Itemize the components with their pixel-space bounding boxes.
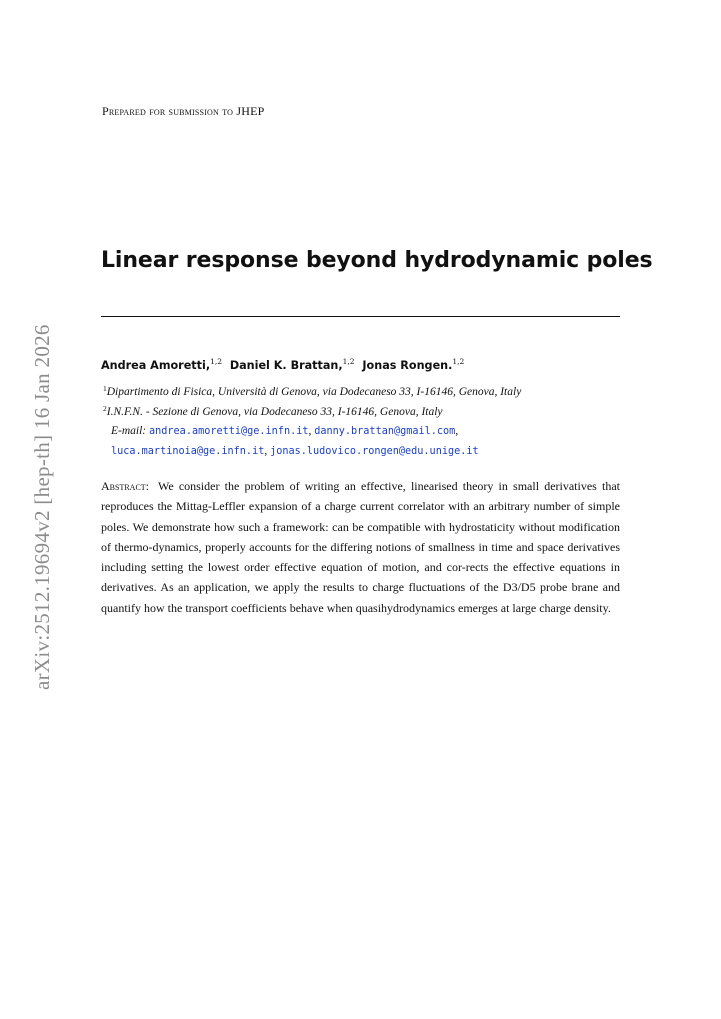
journal-submission-note: Prepared for submission to JHEP: [102, 104, 265, 118]
author-name: Daniel K. Brattan,: [229, 359, 343, 372]
arxiv-identifier-stamp: arXiv:2512.19694v2 [hep-th] 16 Jan 2026: [30, 324, 54, 690]
affiliation-text: Dipartimento di Fisica, Università di Genova, via Dodecaneso 33, I-16146, Genova, Italy: [106, 386, 522, 398]
affiliation-number: 1: [103, 384, 107, 393]
title-divider: [101, 316, 620, 317]
email-link[interactable]: jonas.ludovico.rongen@edu.unige.it: [270, 446, 479, 457]
author-list: [101, 357, 621, 372]
email-link[interactable]: danny.brattan@gmail.com: [314, 426, 456, 437]
affiliation-number: 2: [103, 404, 107, 413]
abstract: [101, 476, 620, 618]
email-line: luca.martinoia@ge.infn.it, jonas.ludovico.rongen@edu.unige.it: [111, 445, 479, 457]
email-link[interactable]: andrea.amoretti@ge.infn.it: [149, 426, 309, 437]
author-affiliation-marker: 1,2: [210, 357, 223, 366]
email-line: E-mail: andrea.amoretti@ge.infn.it, danny.brattan@gmail.com,: [111, 425, 459, 437]
paper-title: Linear response beyond hydrodynamic poles: [101, 248, 653, 273]
email-label: E-mail:: [111, 425, 147, 437]
author-affiliation-marker: 1,2: [342, 357, 355, 366]
abstract-text: We consider the problem of writing an effective, linearised theory in small derivatives that reproduces the Mittag-Leffler expansion of a charge current correlator with an arbitrary number of simple poles. We demonstrate how such a framework: can be compatible with hydrostaticity without modification of thermo-dynamics, properly accounts for the differing notions of smallness in time and space derivatives including setting the lowest order effective equation of motion, and cor-rects the effective equations in derivatives. As an application, we apply the results to charge fluctuations of the D3/D5 probe brane and quantify how the transport coefficients behave when quasihydrodynamics emerges at large charge density.: [101, 479, 620, 615]
email-link[interactable]: luca.martinoia@ge.infn.it: [111, 446, 265, 457]
affiliation-text: I.N.F.N. - Sezione di Genova, via Dodecaneso 33, I-16146, Genova, Italy: [106, 406, 443, 418]
author-name: Jonas Rongen.: [362, 359, 453, 372]
author-name: Andrea Amoretti,: [101, 359, 211, 372]
affiliation-1: [103, 384, 623, 398]
author-affiliation-marker: 1,2: [452, 357, 465, 366]
affiliation-2: [103, 404, 623, 418]
abstract-label: Abstract:: [101, 479, 150, 493]
